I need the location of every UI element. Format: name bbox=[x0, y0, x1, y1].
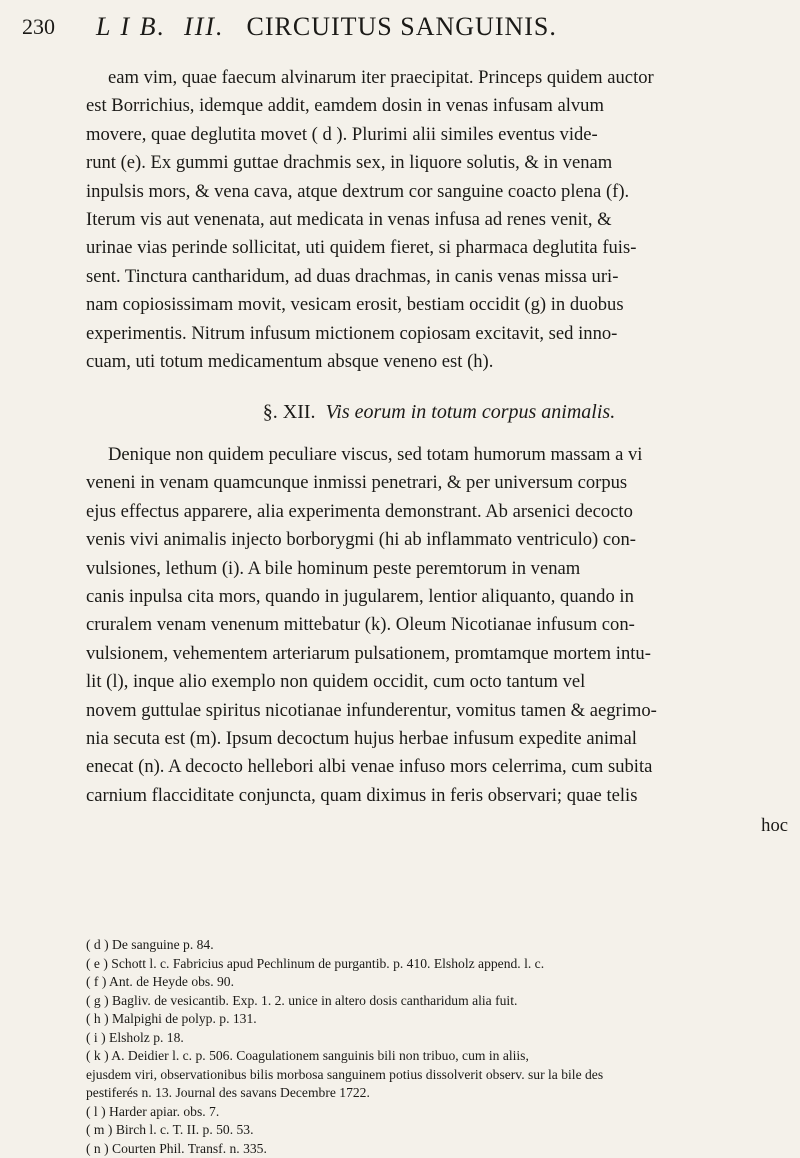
running-header bbox=[22, 12, 770, 46]
catchword: hoc bbox=[86, 812, 792, 840]
text-line: Denique non quidem peculiare viscus, sed totam humorum massam a vi bbox=[86, 441, 792, 469]
text-line: nia secuta est (m). Ipsum decoctum hujus herbae infusum expedite animal bbox=[86, 725, 792, 753]
footnote-text: De sanguine p. 84. bbox=[112, 937, 214, 952]
text-line: urinae vias perinde sollicitat, uti quidem fieret, si pharmaca deglutita fuis- bbox=[86, 234, 792, 262]
footnote bbox=[86, 955, 792, 974]
footnote-text: Courten Phil. Transf. n. 335. bbox=[112, 1141, 267, 1156]
footnote bbox=[86, 973, 792, 992]
footnote-text: Harder apiar. obs. 7. bbox=[109, 1104, 219, 1119]
footnote bbox=[86, 1103, 792, 1122]
footnote-mark: ( k ) bbox=[86, 1048, 111, 1063]
section-number: §. XII. bbox=[263, 401, 316, 423]
text-line: novem guttulae spiritus nicotianae infunderentur, vomitus tamen & aegrimo- bbox=[86, 697, 792, 725]
text-line: est Borrichius, idemque addit, eamdem dosin in venas infusam alvum bbox=[86, 92, 792, 120]
footnote-mark: ( f ) bbox=[86, 974, 109, 989]
text-line: vulsiones, lethum (i). A bile hominum peste peremtorum in venam bbox=[86, 555, 792, 583]
footnote-mark: ( d ) bbox=[86, 937, 112, 952]
chapter-label: III. bbox=[184, 12, 224, 41]
footnote-mark: ( g ) bbox=[86, 993, 112, 1008]
footnotes bbox=[86, 936, 792, 1158]
footnote-mark: ( e ) bbox=[86, 956, 111, 971]
footnote-text: Birch l. c. T. II. p. 50. 53. bbox=[116, 1122, 254, 1137]
text-line: eam vim, quae faecum alvinarum iter praecipitat. Princeps quidem auctor bbox=[86, 64, 792, 92]
text-line: veneni in venam quamcunque inmissi penetrari, & per universum corpus bbox=[86, 469, 792, 497]
text-line: vulsionem, vehementem arteriarum pulsationem, promtamque mortem intu- bbox=[86, 640, 792, 668]
paragraph-1 bbox=[86, 64, 792, 376]
footnote-text: pestiferés n. 13. Journal des savans Decembre 1722. bbox=[86, 1085, 370, 1100]
text-line: movere, quae deglutita movet ( d ). Plurimi alii similes eventus vide- bbox=[86, 121, 792, 149]
footnote-text: Ant. de Heyde obs. 90. bbox=[109, 974, 234, 989]
text-line: canis inpulsa cita mors, quando in jugularem, lentior aliquanto, quando in bbox=[86, 583, 792, 611]
footnote bbox=[86, 1066, 792, 1085]
text-line: venis vivi animalis injecto borborygmi (hi ab inflammato ventriculo) con- bbox=[86, 526, 792, 554]
footnote bbox=[86, 1140, 792, 1158]
page-number: 230 bbox=[22, 14, 55, 40]
footnote-mark: ( m ) bbox=[86, 1122, 116, 1137]
text-line: runt (e). Ex gummi guttae drachmis sex, in liquore solutis, & in venam bbox=[86, 149, 792, 177]
section-title: Vis eorum in totum corpus animalis. bbox=[326, 401, 616, 423]
text-line: lit (l), inque alio exemplo non quidem occidit, cum octo tantum vel bbox=[86, 668, 792, 696]
running-head-text: CIRCUITUS SANGUINIS. bbox=[247, 12, 557, 41]
footnote bbox=[86, 1121, 792, 1140]
text-line: carnium flacciditate conjuncta, quam diximus in feris observari; quae telis bbox=[86, 782, 792, 810]
text-line: enecat (n). A decocto hellebori albi venae infuso mors celerrima, cum subita bbox=[86, 753, 792, 781]
text-line: nam copiosissimam movit, vesicam erosit, bestiam occidit (g) in duobus bbox=[86, 291, 792, 319]
footnote bbox=[86, 1010, 792, 1029]
footnote-text: Schott l. c. Fabricius apud Pechlinum de purgantib. p. 410. Elsholz append. l. c. bbox=[111, 956, 544, 971]
paragraph-2 bbox=[86, 441, 792, 810]
book-label: L I B. bbox=[96, 12, 166, 41]
text-line: cuam, uti totum medicamentum absque veneno est (h). bbox=[86, 348, 792, 376]
text-line: cruralem venam venenum mittebatur (k). Oleum Nicotianae infusum con- bbox=[86, 611, 792, 639]
footnote-mark: ( l ) bbox=[86, 1104, 109, 1119]
text-line: inpulsis mors, & vena cava, atque dextrum cor sanguine coacto plena (f). bbox=[86, 178, 792, 206]
text-line: ejus effectus apparere, alia experimenta demonstrant. Ab arsenici decocto bbox=[86, 498, 792, 526]
running-title bbox=[96, 12, 557, 42]
footnote-text: Bagliv. de vesicantib. Exp. 1. 2. unice in altero dosis cantharidum alia fuit. bbox=[112, 993, 517, 1008]
main-text bbox=[86, 64, 792, 841]
footnote bbox=[86, 1047, 792, 1066]
footnote bbox=[86, 936, 792, 955]
footnote bbox=[86, 992, 792, 1011]
footnote bbox=[86, 1029, 792, 1048]
section-heading bbox=[86, 398, 792, 426]
footnote-text: A. Deidier l. c. p. 506. Coagulationem sanguinis bili non tribuo, cum in aliis, bbox=[111, 1048, 529, 1063]
footnote-mark: ( h ) bbox=[86, 1011, 112, 1026]
footnote-text: Malpighi de polyp. p. 131. bbox=[112, 1011, 257, 1026]
footnote-text: Elsholz p. 18. bbox=[109, 1030, 184, 1045]
footnote bbox=[86, 1084, 792, 1103]
text-line: Iterum vis aut venenata, aut medicata in venas infusa ad renes venit, & bbox=[86, 206, 792, 234]
text-line: sent. Tinctura cantharidum, ad duas drachmas, in canis venas missa uri- bbox=[86, 263, 792, 291]
text-line: experimentis. Nitrum infusum mictionem copiosam excitavit, sed inno- bbox=[86, 320, 792, 348]
footnote-text: ejusdem viri, observationibus bilis morbosa sanguinem potius dissolverit observ. sur la bile des bbox=[86, 1067, 603, 1082]
footnote-mark: ( n ) bbox=[86, 1141, 112, 1156]
footnote-mark: ( i ) bbox=[86, 1030, 109, 1045]
